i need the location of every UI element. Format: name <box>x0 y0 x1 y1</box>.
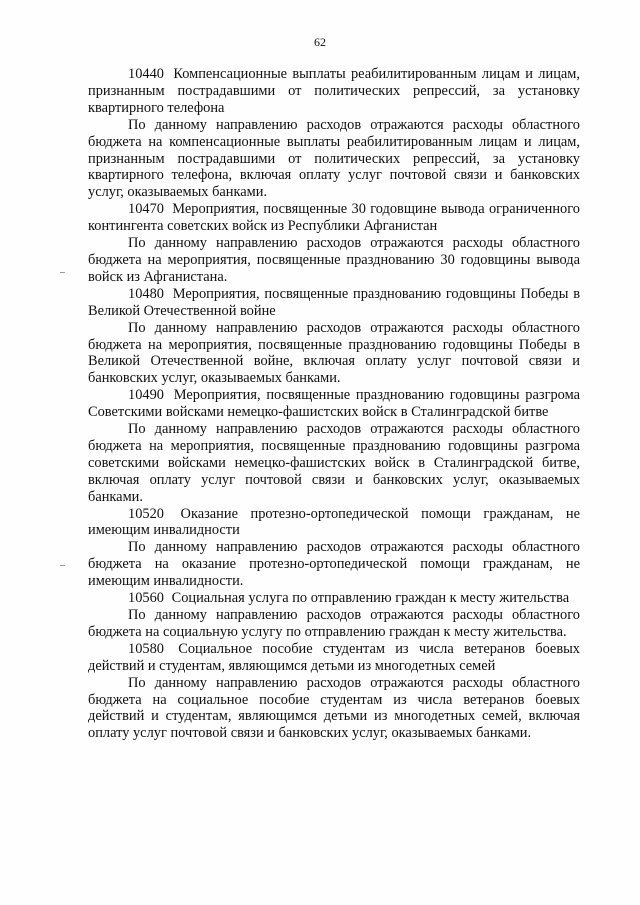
section-code: 10580 <box>128 640 164 657</box>
section-description: По данному направлению расходов отражаются расходы областного бюджета на компенсационные выплаты реабилитированным лицам и лицам, признанным пострадавшими от политических репрессий, за установку квартирного телефона, включая оплату услуг почтовой связи и банковских услуг, оказываемых банками. <box>88 116 580 201</box>
section-code: 10560 <box>128 590 164 607</box>
section-heading-10470 <box>88 201 580 235</box>
section-description: По данному направлению расходов отражаются расходы областного бюджета на мероприятия, посвященные празднованию годовщины Победы в Великой Отечественной войне, включая оплату услуг почтовой связи и банковских услуг, оказываемых банками. <box>88 319 580 387</box>
section-description: По данному направлению расходов отражаются расходы областного бюджета на мероприятия, посвященные празднованию годовщины разгрома советскими войсками немецко-фашистских войск в Сталинградской битве, включая оплату услуг почтовой связи и банковских услуг, оказываемых банками. <box>88 421 580 505</box>
section-code: 10490 <box>128 387 164 404</box>
section-description: По данному направлению расходов отражаются расходы областного бюджета на мероприятия, посвященные празднованию 30 годовщины вывода войск из Афганистана. <box>88 235 580 285</box>
section-title: Оказание протезно-ортопедической помощи гражданам, не имеющим инвалидности <box>88 505 580 539</box>
section-title: Мероприятия, посвященные празднованию годовщины разгрома Советскими войсками немецко-фашистских войск в Сталинградской битве <box>88 387 580 421</box>
section-title: Социальная услуга по отправлению граждан к месту жительства <box>171 590 570 607</box>
section-heading-10440 <box>88 66 580 117</box>
section-heading-10580 <box>88 641 580 675</box>
section-code: 10480 <box>128 285 164 302</box>
section-heading-10480 <box>88 286 580 320</box>
section-heading-10560 <box>88 590 580 607</box>
section-code: 10520 <box>128 505 164 522</box>
section-heading-10490 <box>88 387 580 421</box>
section-title: Мероприятия, посвященные 30 годовщине вывода ограниченного контингента советских войск из Республики Афганистан <box>88 201 580 235</box>
section-code: 10440 <box>128 66 164 82</box>
section-description: По данному направлению расходов отражаются расходы областного бюджета на оказание протезно-ортопедической помощи гражданам, не имеющим инвалидности. <box>88 539 580 590</box>
page-number: 62 <box>314 35 326 49</box>
document-body <box>88 66 580 742</box>
section-description: По данному направлению расходов отражаются расходы областного бюджета на социальное пособие студентам из числа ветеранов боевых действий и студентам, являющимся детьми из многодетных семей, включая оплату услуг почтовой связи и банковских услуг, оказываемых банками. <box>88 674 580 742</box>
section-heading-10520 <box>88 506 580 540</box>
section-title: Компенсационные выплаты реабилитированным лицам и лицам, признанным пострадавшими от политических репрессий, за установку квартирного телефона <box>88 66 580 116</box>
scan-mark <box>60 565 65 566</box>
scan-mark <box>60 272 65 273</box>
section-title: Мероприятия, посвященные празднованию годовщины Победы в Великой Отечественной войне <box>88 285 580 319</box>
section-title: Социальное пособие студентам из числа ветеранов боевых действий и студентам, являющимся детьми из многодетных семей <box>88 640 580 674</box>
section-code: 10470 <box>128 201 164 218</box>
section-description: По данному направлению расходов отражаются расходы областного бюджета на социальную услугу по отправлению граждан к месту жительства. <box>88 607 580 640</box>
